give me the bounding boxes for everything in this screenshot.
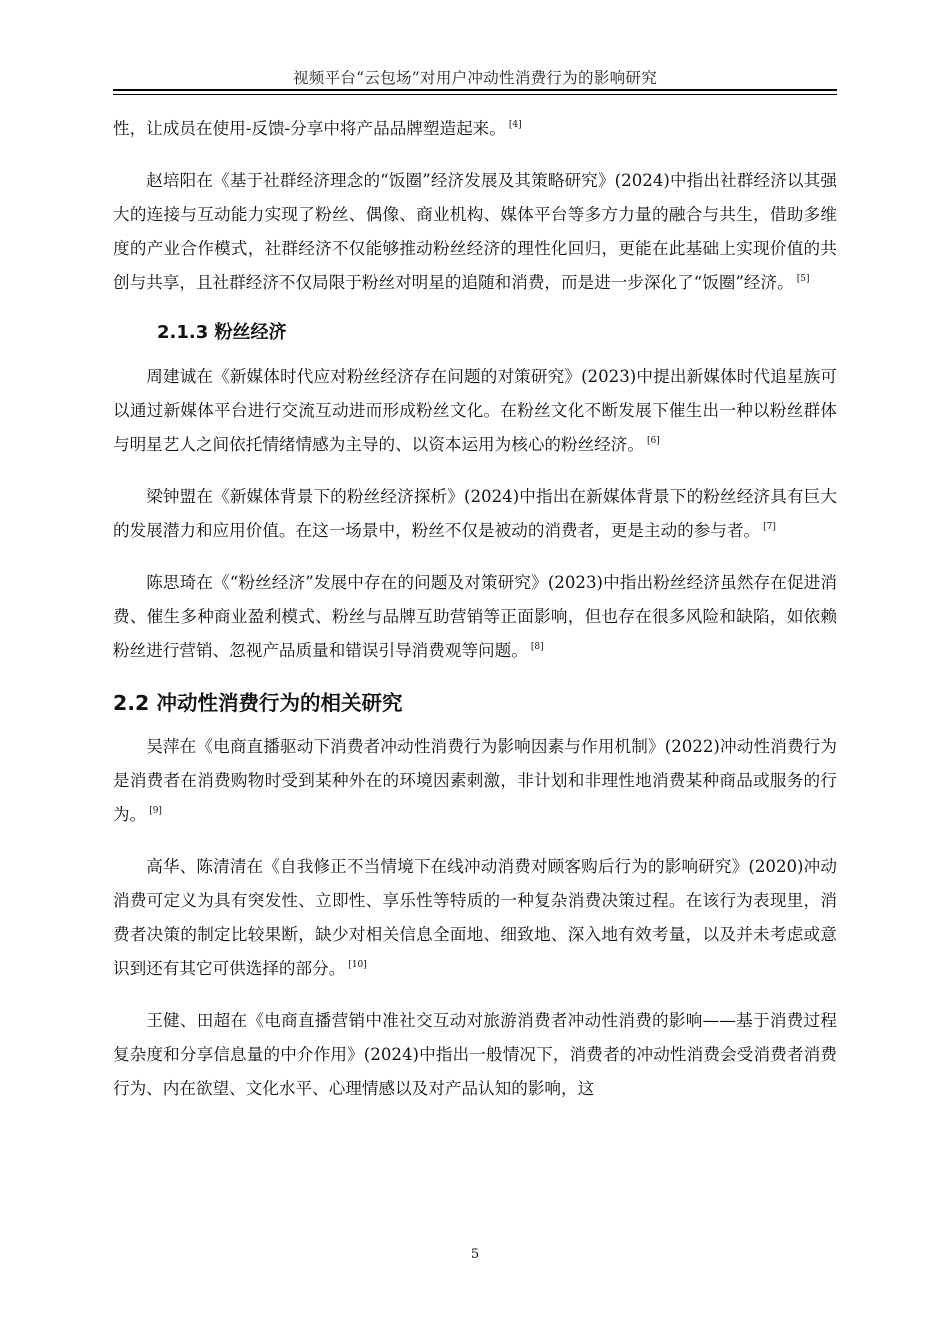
paragraph-liang: 梁钟盟在《新媒体背景下的粉丝经济探析》(2024)中指出在新媒体背景下的粉丝经济具有巨大的发展潜力和应用价值。在这一场景中，粉丝不仅是被动的消费者，更是主动的参与者。 [7] (113, 487, 837, 540)
section-heading-2-2: 2.2 冲动性消费行为的相关研究 (113, 691, 403, 715)
paragraph-chen: 陈思琦在《“粉丝经济”发展中存在的问题及对策研究》(2023)中指出粉丝经济虽然存在促进消费、催生多种商业盈利模式、粉丝与品牌互助营销等正面影响，但也存在很多风险和缺陷，如依赖粉丝进行营销、忽视产品质量和错误引导消费观等问题。 [8] (113, 573, 837, 660)
paragraph-zhou: 周建诚在《新媒体时代应对粉丝经济存在问题的对策研究》(2023)中提出新媒体时代追星族可以通过新媒体平台进行交流互动进而形成粉丝文化。在粉丝文化不断发展下催生出一种以粉丝群体与明星艺人之间依托情绪情感为主导的、以资本运用为核心的粉丝经济。 [6] (113, 367, 837, 454)
paragraph-wu: 吴萍在《电商直播驱动下消费者冲动性消费行为影响因素与作用机制》(2022)冲动性消费行为是消费者在消费购物时受到某种外在的环境因素刺激，非计划和非理性地消费某种商品或服务的行为。 [9] (113, 737, 837, 824)
citation-ref: [9] (149, 806, 162, 816)
citation-ref: [7] (763, 522, 776, 532)
citation-ref: [6] (647, 436, 660, 446)
paragraph-zhao: 赵培阳在《基于社群经济理念的“饭圈”经济发展及其策略研究》(2024)中指出社群经济以其强大的连接与互动能力实现了粉丝、偶像、商业机构、媒体平台等多方力量的融合与共生，借助多维度的产业合作模式，社群经济不仅能够推动粉丝经济的理性化回归，更能在此基础上实现价值的共创与共享，且社群经济不仅局限于粉丝对明星的追随和消费，而是进一步深化了“饭圈”经济。 [5] (113, 171, 837, 292)
paragraph-continuation: 性，让成员在使用-反馈-分享中将产品品牌塑造起来。 [4] (113, 119, 522, 138)
page-body (113, 112, 837, 1124)
header-rule-thin (113, 94, 837, 95)
citation-ref: [5] (796, 274, 810, 284)
header-rule-thick (113, 89, 837, 91)
citation-ref: [8] (530, 642, 544, 652)
subsection-heading-2-1-3: 2.1.3 粉丝经济 (157, 322, 287, 343)
paragraph-gao: 高华、陈清清在《自我修正不当情境下在线冲动消费对顾客购后行为的影响研究》(2020)冲动消费可定义为具有突发性、立即性、享乐性等特质的一种复杂消费决策过程。在该行为表现里，消费者决策的制定比较果断，缺少对相关信息全面地、细致地、深入地有效考量，以及并未考虑或意识到还有其它可供选择的部分。 [10] (113, 857, 837, 978)
running-header: 视频平台“云包场”对用户冲动性消费行为的影响研究 (292, 69, 658, 87)
citation-ref: [10] (348, 960, 367, 970)
citation-ref: [4] (508, 120, 522, 130)
page-number: 5 (470, 1247, 480, 1262)
paragraph-wang: 王健、田超在《电商直播营销中准社交互动对旅游消费者冲动性消费的影响——基于消费过程复杂度和分享信息量的中介作用》(2024)中指出一般情况下，消费者的冲动性消费会受消费者消费行为、内在欲望、文化水平、心理情感以及对产品认知的影响，这 (113, 1011, 837, 1098)
